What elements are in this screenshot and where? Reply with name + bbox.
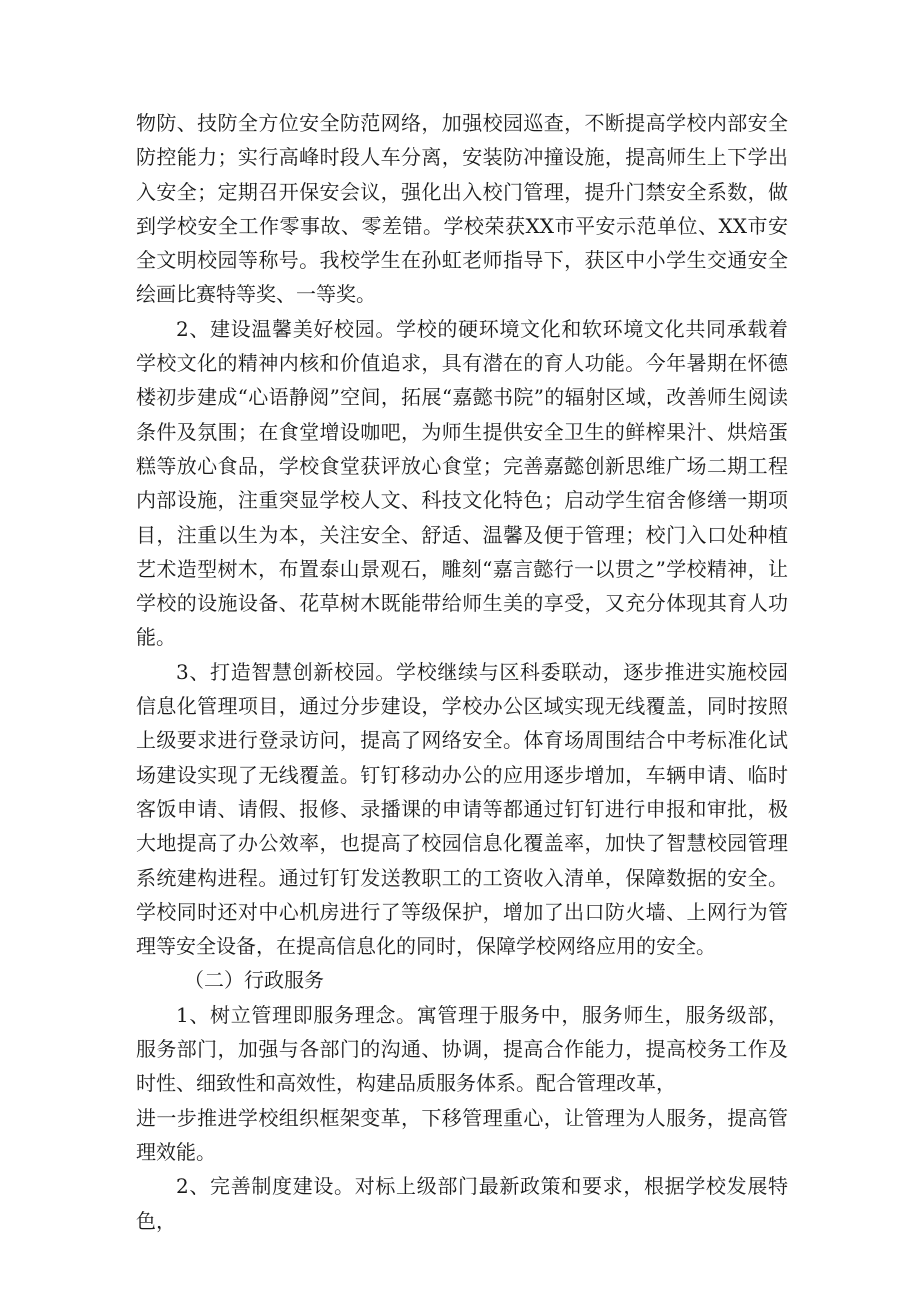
paragraph-smart-campus: 3、打造智慧创新校园。学校继续与区科委联动，逐步推进实施校园信息化管理项目，通过分步建设，学校办公区域实现无线覆盖，同时按照上级要求进行登录访问，提高了网络安全。体育场周围结合中考标准化试场建设实现了无线覆盖。钉钉移动办公的应用逐步增加，车辆申请、临时客饭申请、请假、报修、录播课的申请等都通过钉钉进行申报和审批，极大地提高了办公效率，也提高了校园信息化覆盖率，加快了智慧校园管理系统建构进程。通过钉钉发送教职工的工资收入清单，保障数据的安全。学校同时还对中心机房进行了等级保护，增加了出口防火墙、上网行为管理等安全设备，在提高信息化的同时，保障学校网络应用的安全。 (136, 659, 788, 959)
section-heading-admin-service: （二）行政服务 (184, 968, 324, 993)
paragraph-campus-environment: 2、建设温馨美好校园。学校的硬环境文化和软环境文化共同承载着学校文化的精神内核和价值追求，具有潜在的育人功能。今年暑期在怀德楼初步建成“心语静阅”空间，拓展“嘉懿书院”的辐射区域，改善师生阅读条件及氛围；在食堂增设咖吧，为师生提供安全卫生的鲜榨果汁、烘焙蛋糕等放心食品，学校食堂获评放心食堂；完善嘉懿创新思维广场二期工程内部设施，注重突显学校人文、科技文化特色；启动学生宿舍修缮一期项目，注重以生为本，关注安全、舒适、温馨及便于管理；校门入口处种植艺术造型树木，布置泰山景观石，雕刻“嘉言懿行一以贯之”学校精神，让学校的设施设备、花草树木既能带给师生美的享受，又充分体现其育人功能。 (136, 316, 788, 650)
paragraph-service-concept: 1、树立管理即服务理念。寓管理于服务中，服务师生，服务级部，服务部门，加强与各部门的沟通、协调，提高合作能力，提高校务工作及时性、细致性和高效性，构建品质服务体系。配合管理改革， (136, 1002, 788, 1096)
paragraph-service-concept-continued: 进一步推进学校组织框架变革，下移管理重心，让管理为人服务，提高管理效能。 (136, 1105, 788, 1164)
document-body (136, 106, 788, 1238)
paragraph-safety-network: 物防、技防全方位安全防范网络，加强校园巡查，不断提高学校内部安全防控能力；实行高峰时段人车分离，安装防冲撞设施，提高师生上下学出入安全；定期召开保安会议，强化出入校门管理，提升门禁安全系数，做到学校安全工作零事故、零差错。学校荣获XX市平安示范单位、XX市安全文明校园等称号。我校学生在孙虹老师指导下，获区中小学生交通安全绘画比赛特等奖、一等奖。 (136, 111, 788, 307)
paragraph-system-building: 2、完善制度建设。对标上级部门最新政策和要求，根据学校发展特色， (136, 1174, 788, 1233)
